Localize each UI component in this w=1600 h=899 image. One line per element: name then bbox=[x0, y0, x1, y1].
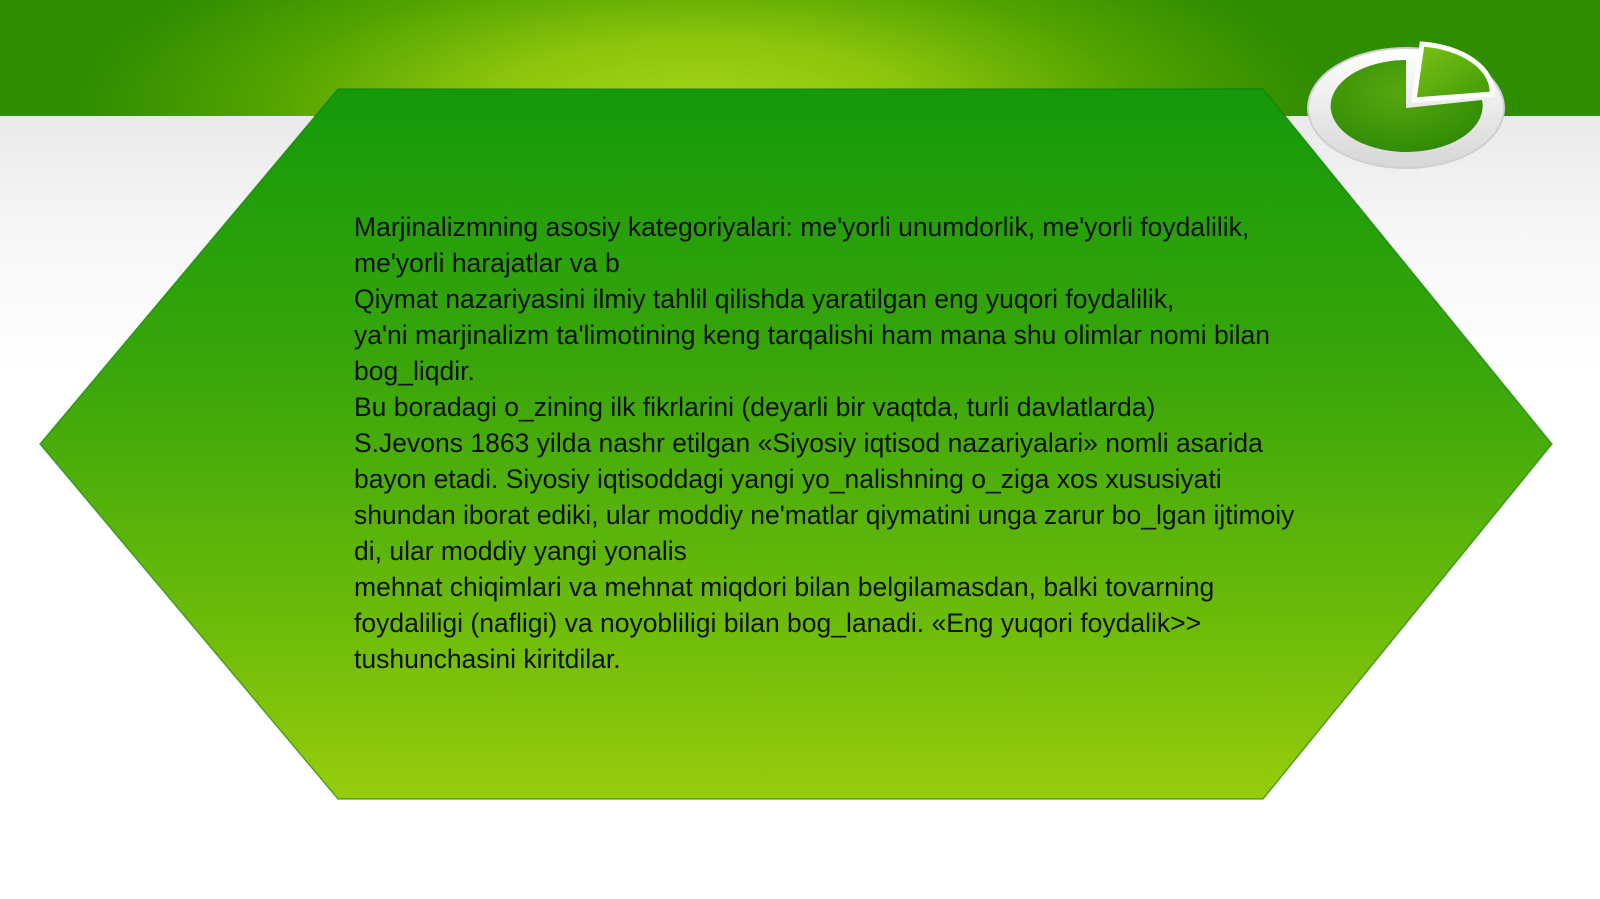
pie-chart-logo-icon bbox=[1306, 24, 1522, 174]
text-line: shundan iborat ediki, ular moddiy ne'matlar qiymatini unga zarur bo_lgan ijtimoiy bbox=[354, 500, 1295, 530]
text-line: di, ular moddiy yangi yonalis bbox=[354, 536, 687, 566]
text-line: bog_liqdir. bbox=[354, 356, 475, 386]
text-line: ya'ni marjinalizm ta'limotining keng tarqalishi ham mana shu olimlar nomi bilan bbox=[354, 320, 1270, 350]
text-line: Marjinalizmning asosiy kategoriyalari: me'yorli unumdorlik, me'yorli foydalilik, bbox=[354, 212, 1250, 242]
text-line: bayon etadi. Siyosiy iqtisoddagi yangi yo_nalishning o_ziga xos xususiyati bbox=[354, 464, 1222, 494]
text-line: tushunchasini kiritdilar. bbox=[354, 644, 621, 674]
text-line: S.Jevons 1863 yilda nashr etilgan «Siyosiy iqtisod nazariyalari» nomli asarida bbox=[354, 428, 1263, 458]
text-line: mehnat chiqimlari va mehnat miqdori bilan belgilamasdan, balki tovarning bbox=[354, 572, 1215, 602]
text-line: me'yorli harajatlar va b bbox=[354, 248, 620, 278]
text-line: Qiymat nazariyasini ilmiy tahlil qilishda yaratilgan eng yuqori foydalilik, bbox=[354, 284, 1175, 314]
text-line: Bu boradagi o_zining ilk fikrlarini (deyarli bir vaqtda, turli davlatlarda) bbox=[354, 392, 1156, 422]
slide-body-text bbox=[354, 209, 1434, 677]
text-line: foydaliligi (nafligi) va noyobliligi bilan bog_lanadi. «Eng yuqori foydalik>> bbox=[354, 608, 1202, 638]
